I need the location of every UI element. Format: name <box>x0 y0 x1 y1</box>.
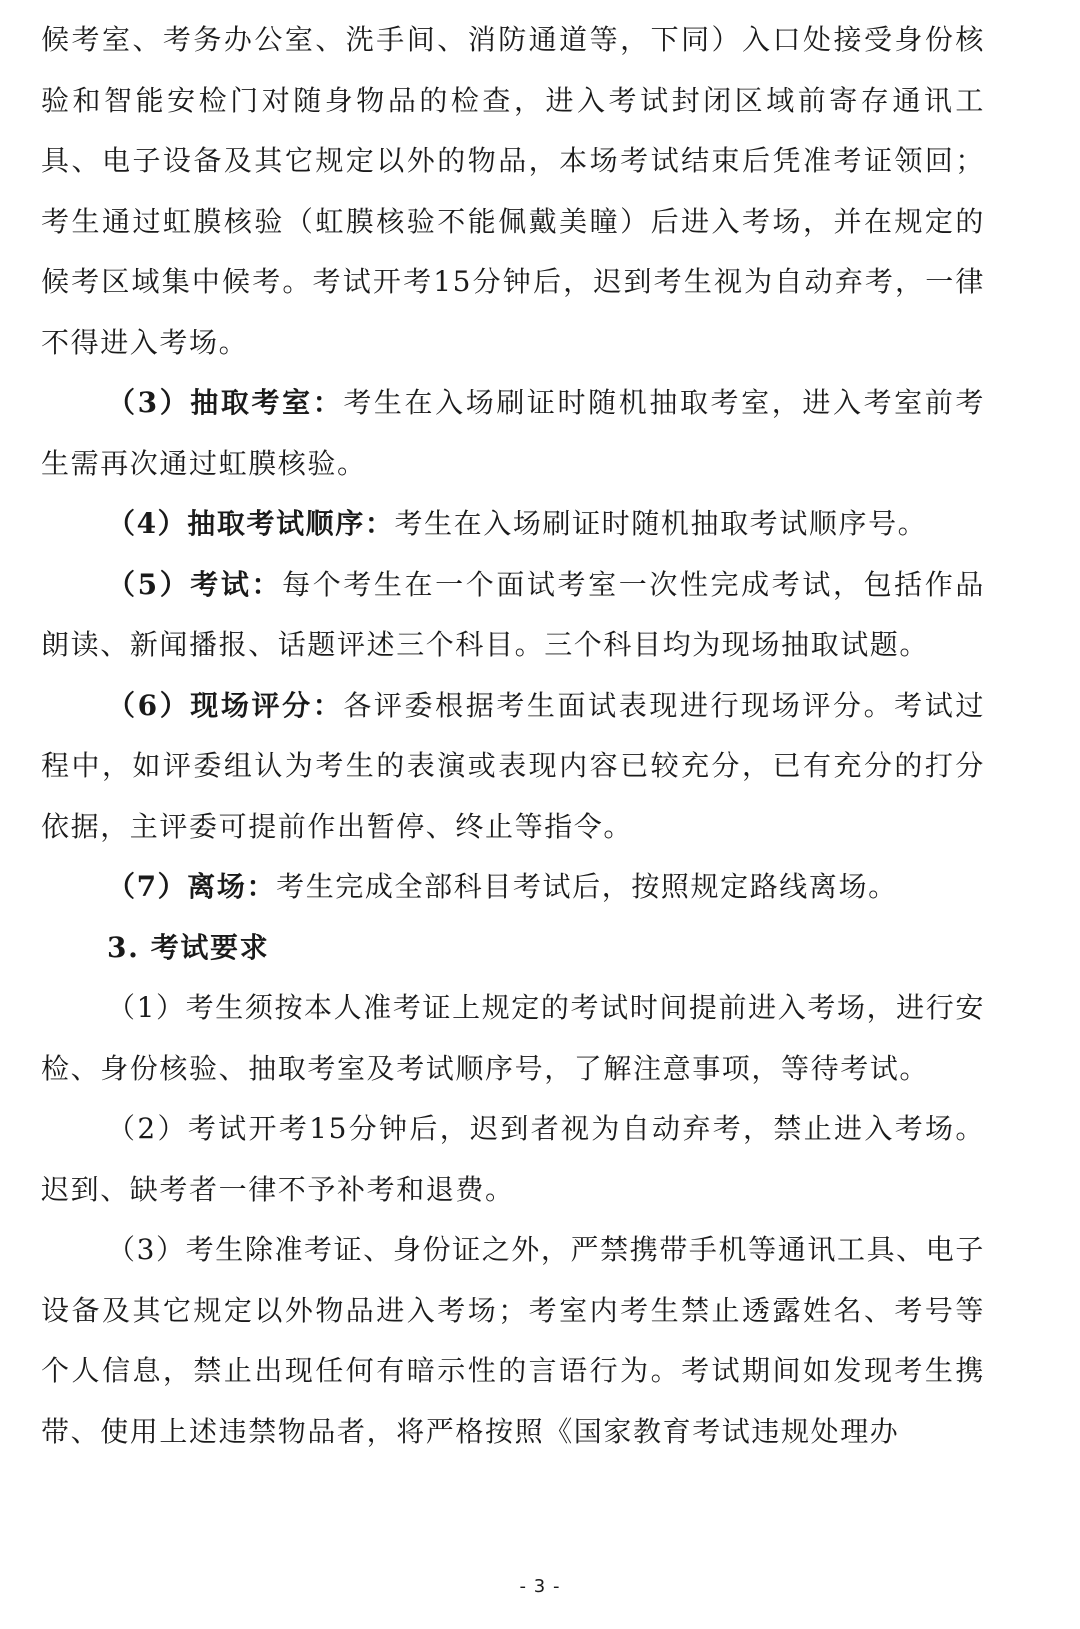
step-paragraph-6 <box>41 676 985 858</box>
document-body <box>41 10 985 1462</box>
step-label: （3）抽取考室： <box>107 386 344 419</box>
step-text: 考生在入场刷证时随机抽取考室，进入考室前考生需再次通过虹膜核验。 <box>41 386 985 480</box>
step-text: 考生在入场刷证时随机抽取考试顺序号。 <box>394 507 928 540</box>
section-heading <box>41 918 985 979</box>
step-label: （5）考试： <box>107 567 283 601</box>
intro-paragraph: 候考室、考务办公室、洗手间、消防通道等，下同）入口处接受身份核验和智能安检门对随身物品的检查，进入考试封闭区域前寄存通讯工具、电子设备及其它规定以外的物品，本场考试结束后凭准考证领回；考生通过虹膜核验（虹膜核验不能佩戴美瞳）后进入考场，并在规定的候考区域集中候考。考试开考15分钟后，迟到考生视为自动弃考，一律不得进入考场。 <box>41 23 985 359</box>
step-paragraph-3 <box>41 373 985 494</box>
requirement-paragraph-3: （3）考生除准考证、身份证之外，严禁携带手机等通讯工具、电子设备及其它规定以外物品进入考场；考室内考生禁止透露姓名、考号等个人信息，禁止出现任何有暗示性的言语行为。考试期间如发现考生携带、使用上述违禁物品者，将严格按照《国家教育考试违规处理办 <box>41 1233 985 1448</box>
step-label: （6）现场评分： <box>107 688 344 722</box>
step-text: 各评委根据考生面试表现进行现场评分。考试过程中，如评委组认为考生的表演或表现内容已较充分，已有充分的打分依据，主评委可提前作出暂停、终止等指令。 <box>41 688 985 843</box>
page-number: - 3 - <box>519 1576 561 1597</box>
requirement-paragraph-2: （2）考试开考15分钟后，迟到者视为自动弃考，禁止进入考场。迟到、缺考者一律不予补考和退费。 <box>41 1112 985 1206</box>
step-text: 考生完成全部科目考试后，按照规定路线离场。 <box>276 870 898 903</box>
step-paragraph-4 <box>41 494 985 555</box>
section-heading-text: 3. 考试要求 <box>107 930 270 964</box>
step-paragraph-5 <box>41 555 985 676</box>
step-paragraph-7 <box>41 857 985 918</box>
requirement-paragraph-1: （1）考生须按本人准考证上规定的考试时间提前进入考场，进行安检、身份核验、抽取考室及考试顺序号，了解注意事项，等待考试。 <box>41 991 985 1085</box>
step-label: （7）离场： <box>107 870 277 903</box>
step-label: （4）抽取考试顺序： <box>107 507 395 540</box>
step-text: 每个考生在一个面试考室一次性完成考试，包括作品朗读、新闻播报、话题评述三个科目。三个科目均为现场抽取试题。 <box>41 567 985 661</box>
